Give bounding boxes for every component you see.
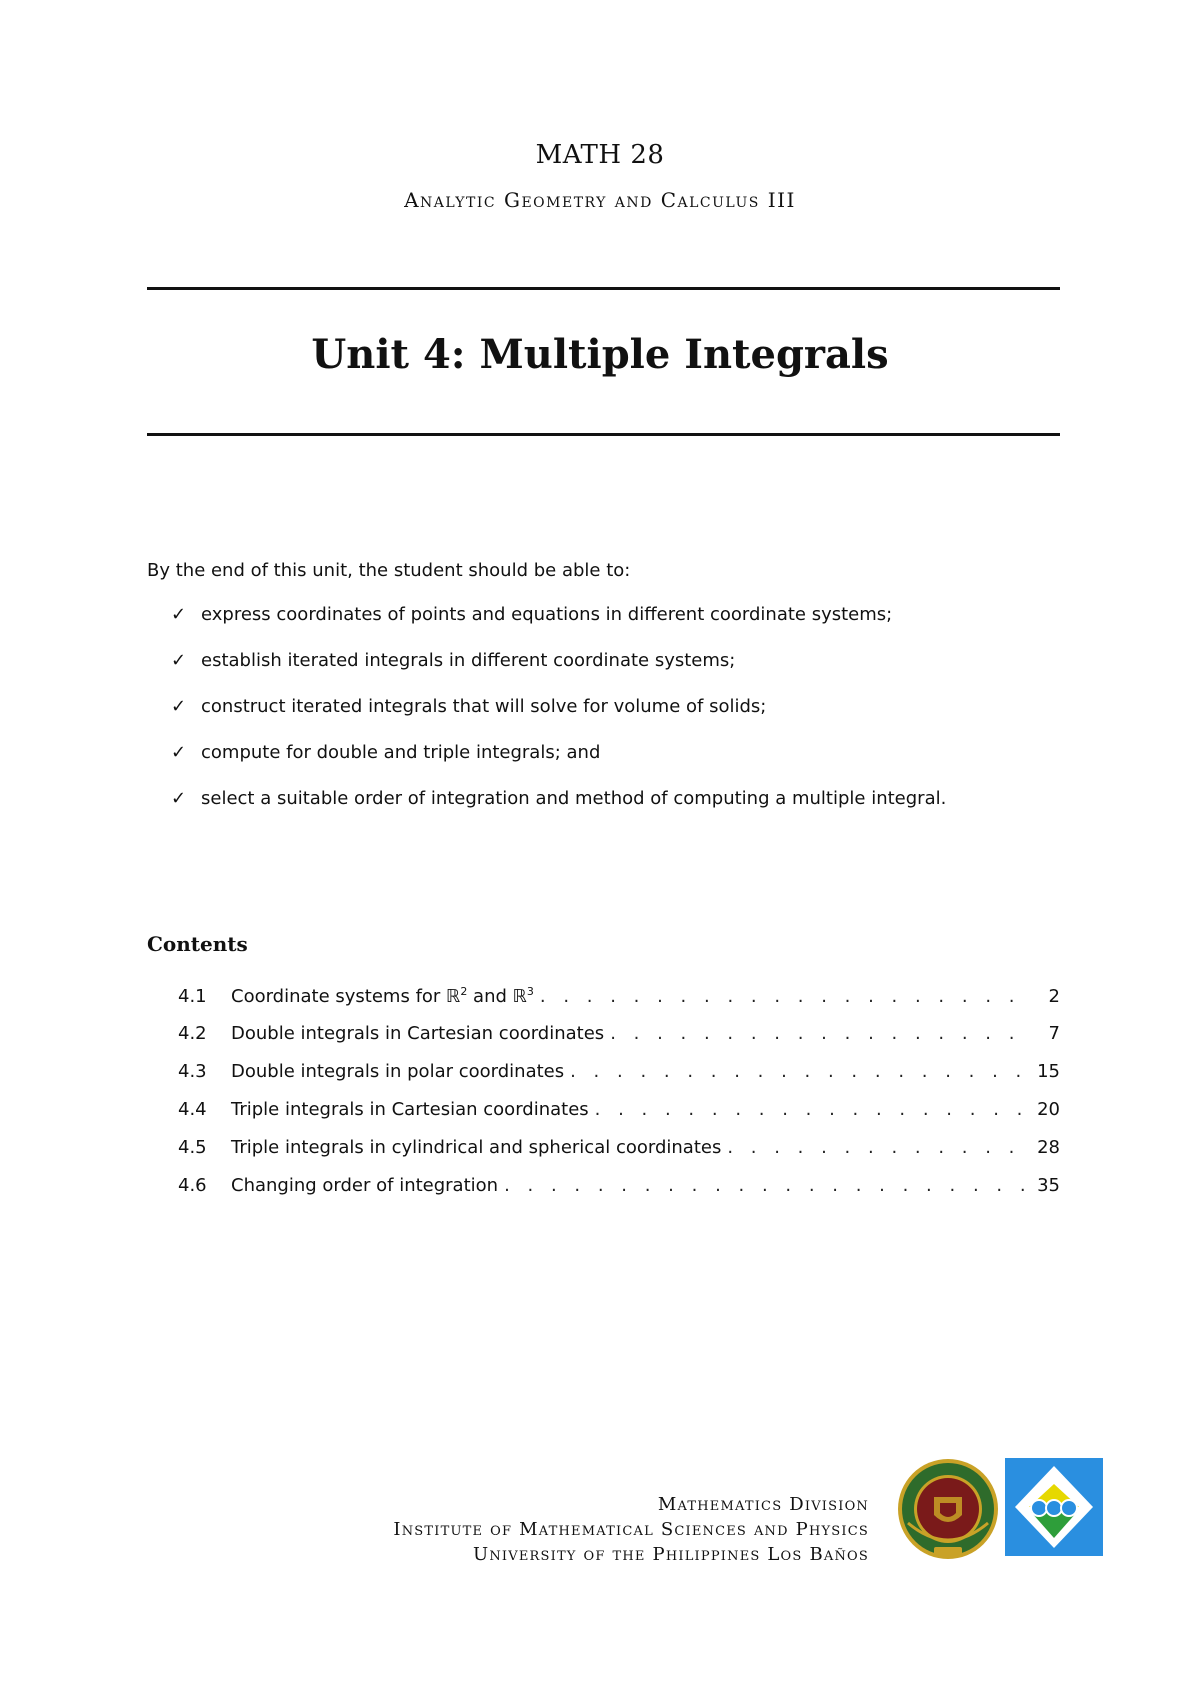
toc-page-number[interactable]: 20 xyxy=(1037,1099,1060,1120)
objective-item: ✓ select a suitable order of integration and method of computing a multiple integral. xyxy=(171,788,947,809)
toc-leader-dots xyxy=(540,986,1024,1007)
toc-title[interactable]: Double integrals in Cartesian coordinates xyxy=(231,1023,605,1044)
unit-title: Unit 4: Multiple Integrals xyxy=(311,331,889,378)
objectives-intro: By the end of this unit, the student should be able to: xyxy=(147,560,631,581)
course-code: MATH 28 xyxy=(535,140,665,170)
toc-title[interactable]: Changing order of integration xyxy=(231,1175,499,1196)
title-top-rule xyxy=(147,287,1060,290)
checkmark-icon: ✓ xyxy=(171,742,187,763)
toc-number: 4.2 xyxy=(178,1023,207,1044)
toc-page-number[interactable]: 35 xyxy=(1037,1175,1060,1196)
toc-entry[interactable] xyxy=(178,1137,1060,1175)
checkmark-icon: ✓ xyxy=(171,696,187,717)
toc-entry[interactable] xyxy=(178,1061,1060,1099)
checkmark-icon: ✓ xyxy=(171,788,187,809)
footer-university: University of the Philippines Los Baños xyxy=(472,1544,869,1565)
footer-affiliation xyxy=(393,1492,869,1567)
toc-entry[interactable] xyxy=(178,985,1060,1023)
table-of-contents xyxy=(178,985,1060,1213)
toc-leader-dots xyxy=(504,1175,1024,1196)
toc-page-number[interactable]: 28 xyxy=(1037,1137,1060,1158)
objective-item: ✓ express coordinates of points and equations in different coordinate systems; xyxy=(171,604,893,625)
title-bottom-rule xyxy=(147,433,1060,436)
checkmark-icon: ✓ xyxy=(171,604,187,625)
toc-leader-dots xyxy=(610,1023,1024,1044)
toc-number: 4.4 xyxy=(178,1099,207,1120)
objectives-list xyxy=(171,604,946,834)
objective-item: ✓ compute for double and triple integrals; and xyxy=(171,742,601,763)
objective-item: ✓ establish iterated integrals in different coordinate systems; xyxy=(171,650,736,671)
university-seal-icon xyxy=(896,1457,1000,1561)
toc-title[interactable]: Double integrals in polar coordinates xyxy=(231,1061,565,1082)
toc-entry[interactable] xyxy=(178,1023,1060,1061)
toc-entry[interactable] xyxy=(178,1175,1060,1213)
objective-item: ✓ construct iterated integrals that will solve for volume of solids; xyxy=(171,696,767,717)
toc-title[interactable]: Triple integrals in Cartesian coordinates xyxy=(231,1099,589,1120)
toc-number: 4.3 xyxy=(178,1061,207,1082)
toc-title[interactable]: Triple integrals in cylindrical and spherical coordinates xyxy=(231,1137,722,1158)
toc-page-number[interactable]: 2 xyxy=(1048,986,1060,1007)
checkmark-icon: ✓ xyxy=(171,650,187,671)
toc-entry[interactable] xyxy=(178,1099,1060,1137)
toc-page-number[interactable]: 7 xyxy=(1048,1023,1060,1044)
footer-institute: Institute of Mathematical Sciences and Physics xyxy=(393,1519,869,1540)
footer-division: Mathematics Division xyxy=(657,1494,869,1515)
toc-leader-dots xyxy=(727,1137,1024,1158)
toc-number: 4.6 xyxy=(178,1175,207,1196)
toc-leader-dots xyxy=(570,1061,1024,1082)
toc-title[interactable]: Coordinate systems for ℝ$^2$ and ℝ$^3$ xyxy=(231,985,534,1007)
contents-heading: Contents xyxy=(147,932,248,956)
toc-leader-dots xyxy=(595,1099,1024,1120)
toc-number: 4.5 xyxy=(178,1137,207,1158)
course-title: Analytic Geometry and Calculus III xyxy=(404,188,796,212)
toc-number: 4.1 xyxy=(178,986,207,1007)
toc-page-number[interactable]: 15 xyxy=(1037,1061,1060,1082)
imsp-logo-icon xyxy=(1005,1458,1103,1556)
